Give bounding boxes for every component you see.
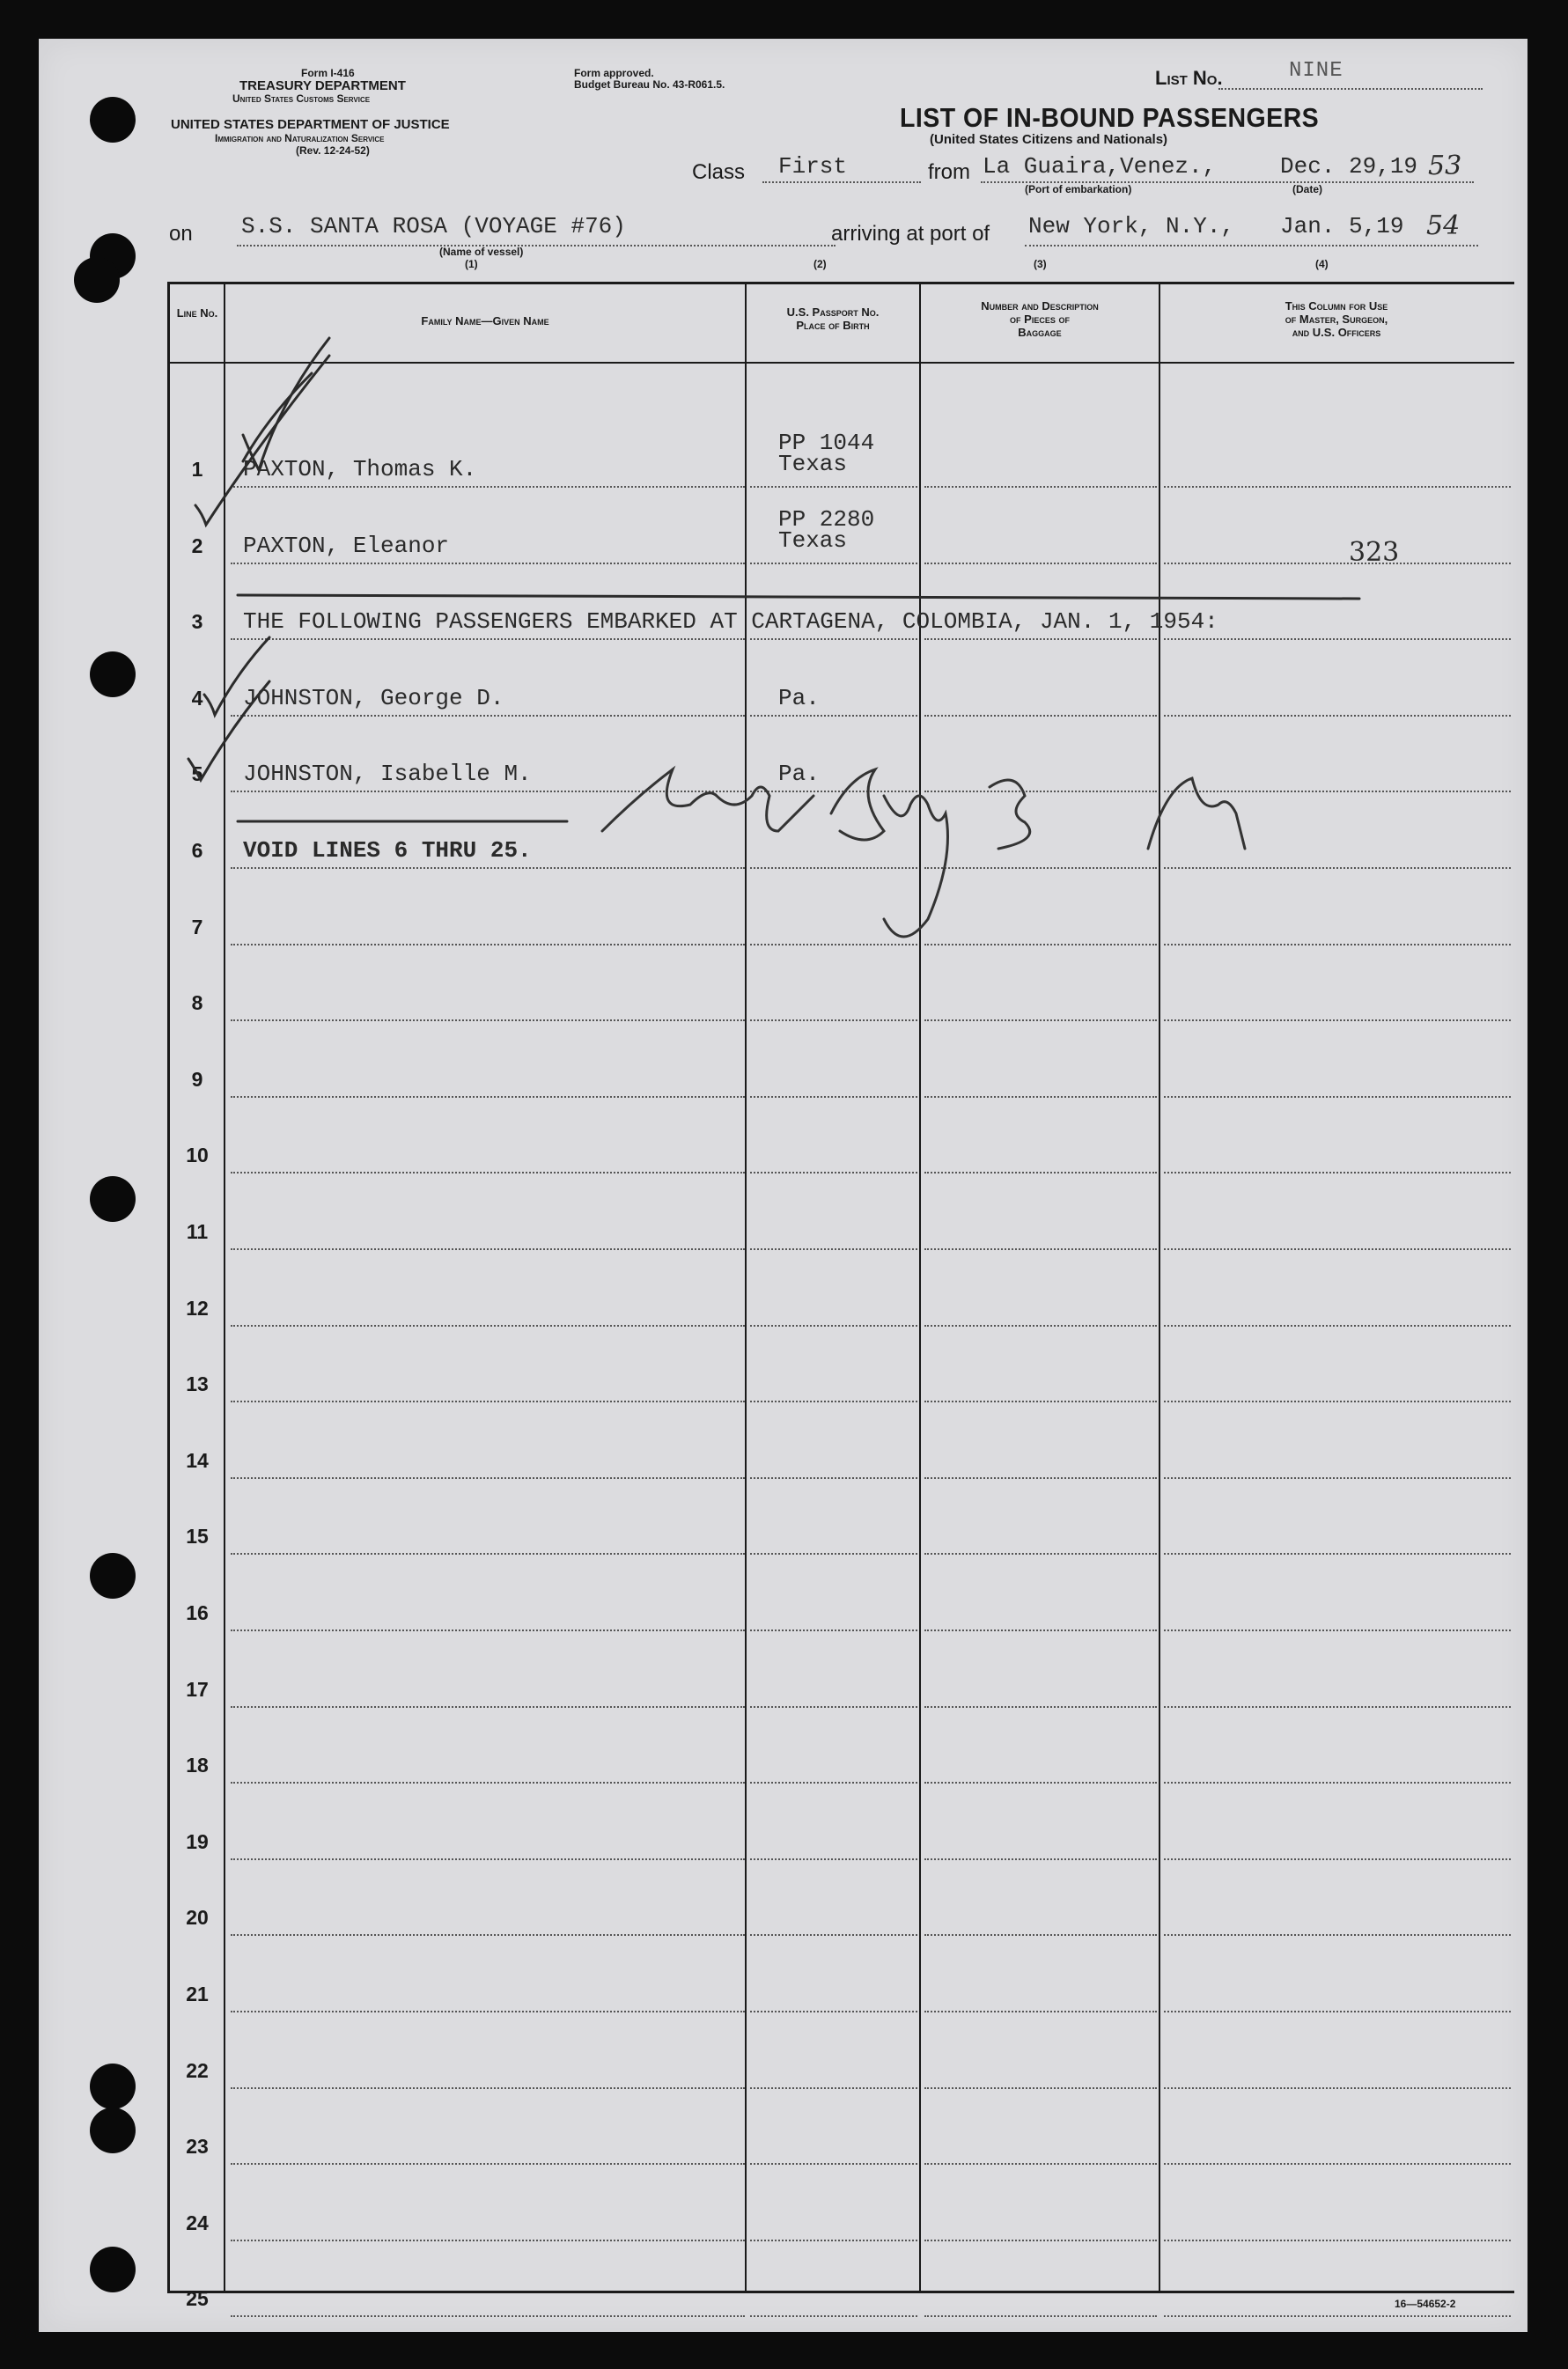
revision-date: (Rev. 12-24-52): [296, 144, 370, 157]
passenger-name: PAXTON, Thomas K.: [243, 456, 477, 482]
row-dotted-line: [750, 944, 917, 945]
passenger-name: THE FOLLOWING PASSENGERS EMBARKED AT CARTAGENA, COLOMBIA, JAN. 1, 1954:: [243, 608, 1218, 636]
punch-hole: [90, 97, 136, 143]
line-number: 14: [186, 1448, 209, 1472]
row-dotted-line: [924, 2163, 1157, 2165]
embarkation-date: Dec. 29,19: [1280, 153, 1418, 180]
vessel-line: [237, 245, 836, 246]
row-dotted-line: [750, 2240, 917, 2241]
port-of-embarkation: La Guaira,Venez.,: [983, 153, 1217, 180]
line-number: 7: [191, 915, 203, 938]
row-dotted-line: [231, 944, 745, 945]
col-head-passport: [747, 305, 919, 332]
arrival-port: New York, N.Y.,: [1028, 213, 1235, 239]
row-dotted-line: [750, 1858, 917, 1860]
punch-hole: [90, 1553, 136, 1599]
row-dotted-line: [1164, 1706, 1511, 1708]
row-dotted-line: [1164, 1934, 1511, 1936]
row-dotted-line: [1164, 867, 1511, 869]
line-number: 10: [186, 1144, 209, 1167]
line-number: 21: [186, 1983, 209, 2005]
row-dotted-line: [1164, 2087, 1511, 2089]
treasury-department: TREASURY DEPARTMENT: [239, 78, 406, 93]
punch-hole: [74, 257, 120, 303]
row-dotted-line: [231, 1934, 745, 1936]
row-dotted-line: [924, 638, 1157, 640]
row-dotted-line: [924, 1019, 1157, 1021]
date-caption: (Date): [1292, 183, 1323, 195]
col-divider-passport: [919, 282, 921, 2291]
row-dotted-line: [231, 1325, 745, 1327]
caption-3: (3): [1034, 258, 1047, 270]
department-of-justice: UNITED STATES DEPARTMENT OF JUSTICE: [171, 117, 450, 132]
row-dotted-line: [750, 563, 917, 564]
col-head-passport-2: Place of Birth: [796, 319, 870, 332]
passenger-name: JOHNSTON, George D.: [243, 684, 504, 711]
col-divider-baggage: [1159, 282, 1160, 2291]
place-of-birth: Texas: [778, 451, 848, 477]
row-dotted-line: [1164, 563, 1511, 564]
row-dotted-line: [1164, 791, 1511, 792]
passenger-name: JOHNSTON, Isabelle M.: [243, 761, 532, 788]
line-number: 9: [191, 1067, 203, 1091]
row-dotted-line: [750, 1019, 917, 1021]
col-head-officers-1: This Column for Use: [1285, 299, 1388, 313]
row-dotted-line: [750, 1096, 917, 1098]
col-head-baggage-1: Number and Description: [981, 299, 1099, 313]
col-head-officers-2: of Master, Surgeon,: [1285, 313, 1388, 326]
row-dotted-line: [750, 1477, 917, 1479]
row-dotted-line: [1164, 1782, 1511, 1784]
col-head-passport-1: U.S. Passport No.: [786, 305, 880, 319]
row-dotted-line: [924, 791, 1157, 792]
row-dotted-line: [1164, 1477, 1511, 1479]
row-dotted-line: [231, 791, 745, 792]
vessel-caption: (Name of vessel): [439, 246, 524, 258]
from-label: from: [928, 160, 970, 184]
row-dotted-line: [1164, 1401, 1511, 1402]
row-dotted-line: [1164, 2315, 1511, 2317]
line-number: 11: [186, 1220, 209, 1243]
row-dotted-line: [1164, 2011, 1511, 2012]
caption-1: (1): [465, 258, 478, 270]
row-dotted-line: [750, 1934, 917, 1936]
row-dotted-line: [750, 2087, 917, 2089]
line-number: 24: [186, 2211, 209, 2234]
row-dotted-line: [924, 563, 1157, 564]
punch-hole: [90, 2064, 136, 2109]
row-dotted-line: [924, 1630, 1157, 1631]
line-number: 15: [186, 1525, 209, 1549]
row-dotted-line: [1164, 715, 1511, 717]
row-dotted-line: [750, 1630, 917, 1631]
row-dotted-line: [750, 1706, 917, 1708]
class-label: Class: [692, 160, 746, 184]
customs-service: United States Customs Service: [232, 92, 371, 105]
row-dotted-line: [750, 1553, 917, 1555]
line-number: 25: [186, 2287, 209, 2311]
line-number: 18: [186, 1754, 209, 1777]
col-divider-line: [224, 282, 225, 2291]
arrival-date: Jan. 5,19: [1280, 213, 1404, 239]
page-title: LIST OF IN-BOUND PASSENGERS: [900, 102, 1320, 133]
handwriting-layer: [39, 39, 1528, 2332]
list-no-line: [1218, 88, 1483, 90]
row-dotted-line: [924, 1248, 1157, 1250]
check-mark-row-2: [195, 356, 329, 525]
on-label: on: [169, 222, 193, 246]
inspector-signature: [1042, 872, 1182, 888]
row-dotted-line: [1164, 638, 1511, 640]
page-subtitle: (United States Citizens and Nationals): [930, 132, 1168, 147]
line-number: 19: [186, 1829, 209, 1853]
vessel-name: S.S. SANTA ROSA (VOYAGE #76): [241, 213, 626, 239]
row-dotted-line: [1164, 1325, 1511, 1327]
line-number: 22: [186, 2058, 209, 2082]
caption-4: (4): [1315, 258, 1329, 270]
col-head-officers: [1160, 299, 1513, 339]
row-dotted-line: [924, 1934, 1157, 1936]
line-number: 8: [191, 991, 203, 1015]
row-dotted-line: [1164, 1248, 1511, 1250]
col-head-officers-3: and U.S. Officers: [1292, 326, 1381, 339]
row-dotted-line: [231, 1782, 745, 1784]
row-dotted-line: [750, 638, 917, 640]
row-dotted-line: [750, 715, 917, 717]
check-mark-row-1: [243, 338, 329, 470]
row-dotted-line: [231, 1401, 745, 1402]
form-approved: Form approved.: [574, 67, 654, 79]
row-dotted-line: [750, 1172, 917, 1173]
row-dotted-line: [1164, 1858, 1511, 1860]
line-number: 16: [186, 1601, 209, 1624]
row-dotted-line: [231, 715, 745, 717]
row-dotted-line: [924, 1096, 1157, 1098]
row-dotted-line: [924, 1553, 1157, 1555]
row-dotted-line: [750, 486, 917, 488]
row-dotted-line: [924, 2240, 1157, 2241]
row-dotted-line: [231, 2240, 745, 2241]
row-dotted-line: [1164, 486, 1511, 488]
line-number: 3: [191, 610, 203, 634]
place-of-birth: Pa.: [778, 684, 820, 711]
signature-scribble: [602, 769, 1245, 937]
table-bottom-border: [167, 2291, 1514, 2293]
embarkation-year: 53: [1428, 151, 1462, 181]
passenger-name: VOID LINES 6 THRU 25.: [243, 837, 532, 864]
list-no-label: List No.: [1155, 67, 1223, 89]
row-dotted-line: [231, 1477, 745, 1479]
row-dotted-line: [231, 638, 745, 640]
row-dotted-line: [750, 2315, 917, 2317]
list-no-value: NINE: [1289, 59, 1343, 83]
table-header-rule: [167, 362, 1514, 364]
caption-2: (2): [813, 258, 827, 270]
row-dotted-line: [231, 2315, 745, 2317]
arrival-line: [1025, 245, 1478, 246]
col-head-name: Family Name—Given Name: [421, 314, 549, 327]
row-dotted-line: [750, 1401, 917, 1402]
row-dotted-line: [750, 867, 917, 869]
passenger-name: PAXTON, Eleanor: [243, 532, 450, 559]
row-dotted-line: [231, 1553, 745, 1555]
row-dotted-line: [924, 1706, 1157, 1708]
row-dotted-line: [750, 1248, 917, 1250]
punch-hole: [90, 2108, 136, 2153]
class-value: First: [778, 153, 848, 180]
row-dotted-line: [924, 715, 1157, 717]
row-dotted-line: [924, 2011, 1157, 2012]
col-head-baggage: [921, 299, 1159, 339]
immigration-service: Immigration and Naturalization Service: [215, 132, 385, 144]
passport-number: PP 1044: [778, 430, 875, 456]
row-dotted-line: [231, 1248, 745, 1250]
row-dotted-line: [924, 486, 1157, 488]
count-323: 323: [1349, 537, 1400, 568]
row-dotted-line: [231, 1706, 745, 1708]
row-dotted-line: [750, 2011, 917, 2012]
row-dotted-line: [231, 2011, 745, 2012]
row-dotted-line: [750, 1782, 917, 1784]
row-dotted-line: [1164, 2240, 1511, 2241]
budget-bureau: Budget Bureau No. 43-R061.5.: [574, 78, 725, 91]
row-dotted-line: [924, 1401, 1157, 1402]
row-dotted-line: [924, 2315, 1157, 2317]
col-head-baggage-2: of Pieces of: [1010, 313, 1070, 326]
table-top-border: [167, 282, 1514, 284]
row-dotted-line: [750, 1325, 917, 1327]
row-dotted-line: [750, 791, 917, 792]
manifest-sheet: [39, 39, 1528, 2332]
col-divider-name: [745, 282, 747, 2291]
row-dotted-line: [231, 563, 745, 564]
col-head-line-no: Line No.: [176, 306, 218, 320]
row-dotted-line: [1164, 1096, 1511, 1098]
port-caption: (Port of embarkation): [1025, 183, 1132, 195]
row-dotted-line: [1164, 1172, 1511, 1173]
row-dotted-line: [231, 486, 745, 488]
row-dotted-line: [231, 2087, 745, 2089]
arrival-year: 54: [1426, 210, 1461, 241]
line-number: 5: [191, 762, 203, 786]
line-number: 12: [186, 1296, 209, 1320]
line-number: 13: [186, 1372, 209, 1396]
row-dotted-line: [750, 2163, 917, 2165]
place-of-birth: Texas: [778, 526, 848, 554]
row-dotted-line: [1164, 944, 1511, 945]
row-dotted-line: [924, 1477, 1157, 1479]
arriving-label: arriving at port of: [831, 222, 990, 246]
line-number: 2: [191, 533, 203, 557]
row-dotted-line: [924, 2087, 1157, 2089]
line-number: 4: [191, 686, 203, 710]
place-of-birth: Pa.: [778, 761, 820, 788]
row-dotted-line: [924, 1782, 1157, 1784]
row-dotted-line: [231, 1630, 745, 1631]
row-dotted-line: [924, 1858, 1157, 1860]
row-dotted-line: [231, 867, 745, 869]
check-mark-row-1b: [243, 373, 312, 461]
row-dotted-line: [231, 1096, 745, 1098]
class-line: [762, 181, 921, 183]
row-dotted-line: [231, 2163, 745, 2165]
punch-hole: [90, 651, 136, 697]
line-number: 17: [186, 1677, 209, 1701]
table-left-border: [167, 282, 170, 2291]
row-dotted-line: [924, 1172, 1157, 1173]
form-number: Form I-416: [301, 67, 355, 79]
row-dotted-line: [924, 867, 1157, 869]
col-head-baggage-3: Baggage: [1018, 326, 1062, 339]
row-dotted-line: [924, 944, 1157, 945]
punch-hole: [90, 1176, 136, 1222]
line-number: 20: [186, 1906, 209, 1930]
passport-number: PP 2280: [778, 505, 875, 533]
line-number: 6: [191, 839, 203, 862]
row-dotted-line: [924, 1325, 1157, 1327]
print-code: 16—54652-2: [1395, 2298, 1456, 2310]
row-dotted-line: [1164, 1019, 1511, 1021]
line-number: 1: [191, 458, 203, 481]
punch-hole: [90, 2247, 136, 2292]
row-dotted-line: [1164, 1630, 1511, 1631]
underline-row-3: [238, 595, 1359, 599]
row-dotted-line: [231, 1019, 745, 1021]
row-dotted-line: [1164, 1553, 1511, 1555]
row-dotted-line: [1164, 2163, 1511, 2165]
row-dotted-line: [231, 1858, 745, 1860]
row-dotted-line: [231, 1172, 745, 1173]
line-number: 23: [186, 2135, 209, 2159]
